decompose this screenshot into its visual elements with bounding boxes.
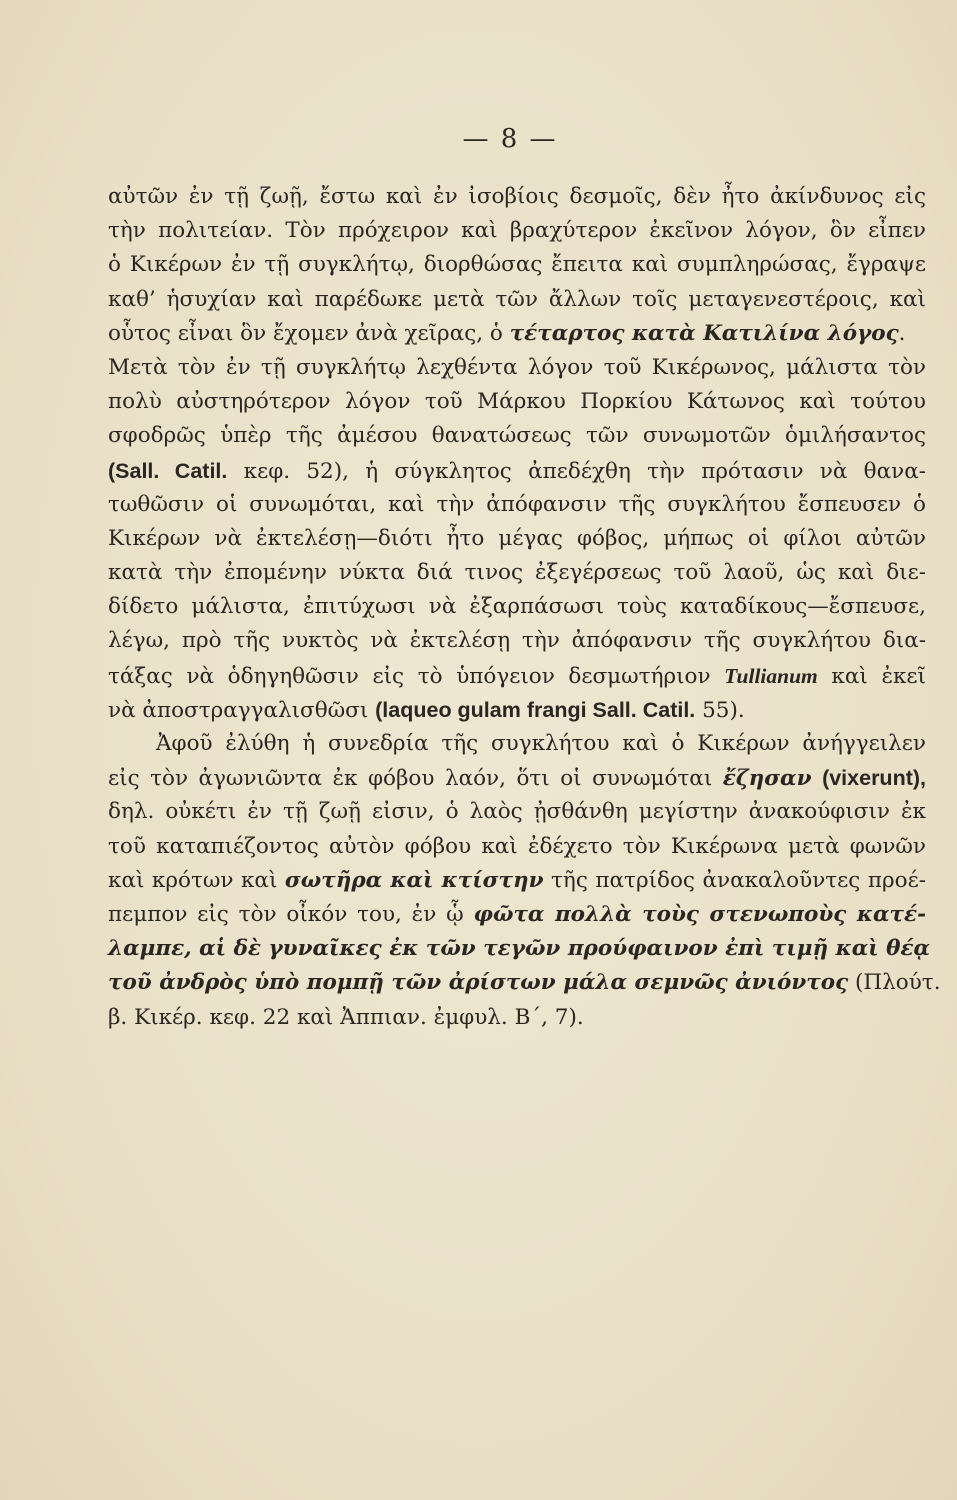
text-run: τὴν πολιτείαν. Τὸν πρόχειρον καὶ βραχύτερον ἐκεῖνον λόγον, ὃν εἶπεν (108, 218, 926, 244)
text-line (108, 180, 926, 214)
text-run: Ἀφοῦ ἐλύθη ἡ συνεδρία τῆς συγκλήτου καὶ ὁ Κικέρων ἀνήγγειλεν (156, 731, 926, 756)
text-line (108, 795, 926, 829)
text-run: σφοδρῶς ὑπὲρ τῆς ἀμέσου θανατώσεως τῶν συνωμοτῶν ὁμιλήσαντος (108, 423, 926, 449)
text-line (108, 419, 926, 453)
text-line (108, 966, 941, 1000)
text-run: εἰς τὸν ἀγωνιῶντα ἐκ φόβου λαόν, ὅτι οἱ συνωμόται (108, 766, 723, 792)
text-run: β. Κικέρ. κεφ. 22 καὶ Ἀππιαν. ἐμφυλ. Β΄, 7). (108, 1004, 584, 1030)
text-line (108, 248, 926, 282)
text-line (108, 556, 926, 590)
text-line (108, 317, 926, 351)
emphasized-text: (laqueo gulam frangi Sall. Catil. (375, 697, 696, 722)
text-line (108, 283, 926, 317)
page-number: — 8 — (462, 124, 558, 154)
text-line (108, 830, 926, 864)
text-line (108, 351, 926, 385)
text-run: καθ’ ἡσυχίαν καὶ παρέδωκε μετὰ τῶν ἄλλων τοῖς μεταγενεστέροις, καὶ (108, 286, 926, 312)
emphasized-text: τοῦ ἀνδρὸς ὑπὸ πομπῇ τῶν ἀρίστων μάλα σεμνῶς ἀνιόντος (108, 970, 849, 996)
emphasized-text: (Sall. Catil. (108, 458, 228, 483)
text-run: τωθῶσιν οἱ συνωμόται, καὶ τὴν ἀπόφανσιν τῆς συγκλήτου ἔσπευσεν ὁ (108, 491, 926, 517)
text-run: πεμπον εἰς τὸν οἶκόν του, ἐν ᾧ (108, 901, 474, 927)
text-line (108, 932, 931, 966)
emphasized-text: σωτῆρα καὶ κτίστην (284, 867, 544, 893)
text-run: τοῦ καταπιέζοντος αὐτὸν φόβου καὶ ἐδέχετο τὸν Κικέρωνα μετὰ φωνῶν (108, 833, 926, 859)
text-line (108, 385, 926, 419)
text-run: καὶ κρότων καὶ (108, 867, 285, 893)
text-line (108, 659, 926, 693)
text-run: Μετὰ τὸν ἐν τῇ συγκλήτῳ λεχθέντα λόγον τοῦ Κικέρωνος, μάλιστα τὸν (108, 354, 926, 380)
text-line (108, 454, 926, 488)
text-run: τῆς πατρίδος ἀνακαλοῦντες προέ- (543, 867, 926, 893)
text-line (108, 864, 926, 898)
emphasized-text: τέταρτος κατὰ Κατιλίνα λόγος (509, 320, 899, 346)
text-line (108, 590, 926, 624)
emphasized-text: Tullianum (724, 663, 818, 688)
text-run: καὶ ἐκεῖ (817, 663, 926, 689)
text-run: λέγω, πρὸ τῆς νυκτὸς νὰ ἐκτελέσῃ τὴν ἀπόφανσιν τῆς συγκλήτου δια- (108, 628, 926, 654)
text-line (108, 488, 926, 522)
text-line (108, 693, 926, 727)
emphasized-text: λαμπε, αἱ δὲ γυναῖκες ἐκ τῶν τεγῶν προύφαινον ἐπὶ τιμῇ καὶ θέᾳ (108, 936, 931, 962)
text-line (108, 898, 926, 932)
text-line (108, 214, 926, 248)
emphasized-text: (vixerunt), (822, 766, 926, 791)
body-text (108, 180, 941, 1035)
text-run: πολὺ αὐστηρότερον λόγον τοῦ Μάρκου Πορκίου Κάτωνος καὶ τούτου (108, 389, 926, 415)
text-line (108, 727, 926, 761)
text-run: δηλ. οὐκέτι ἐν τῇ ζωῇ εἰσιν, ὁ λαὸς ᾐσθάνθη μεγίστην ἀνακούφισιν ἐκ (108, 799, 926, 825)
text-run: . (898, 320, 906, 346)
text-run: αὐτῶν ἐν τῇ ζωῇ, ἔστω καὶ ἐν ἰσοβίοις δεσμοῖς, δὲν ἦτο ἀκίνδυνος εἰς (108, 184, 926, 209)
text-run: δίδετο μάλιστα, ἐπιτύχωσι νὰ ἐξαρπάσωσι τοὺς καταδίκους—ἔσπευσε, (108, 594, 926, 620)
text-run: κεφ. 52), ἡ σύγκλητος ἀπεδέχθη τὴν πρότασιν νὰ θανα- (227, 458, 926, 484)
text-line (108, 522, 926, 556)
text-run: ὁ Κικέρων ἐν τῇ συγκλήτῳ, διορθώσας ἔπειτα καὶ συμπληρώσας, ἔγραψε (108, 252, 926, 278)
emphasized-text: φῶτα πολλὰ τοὺς στενωποὺς κατέ- (473, 901, 926, 927)
text-run: (Πλούτ. (848, 970, 941, 996)
text-run: Κικέρων νὰ ἐκτελέσῃ—διότι ἦτο μέγας φόβος, μήπως οἱ φίλοι αὐτῶν (108, 525, 926, 551)
text-line (108, 1001, 926, 1035)
text-run (812, 766, 823, 791)
text-run: τάξας νὰ ὁδηγηθῶσιν εἰς τὸ ὑπόγειον δεσμωτήριον (108, 663, 725, 689)
text-line (108, 761, 926, 795)
text-run: κατὰ τὴν ἐπομένην νύκτα διά τινος ἐξεγέρσεως τοῦ λαοῦ, ὡς καὶ διε- (108, 560, 926, 586)
text-run: νὰ ἀποστραγγαλισθῶσι (108, 697, 376, 723)
text-run: 55). (695, 697, 745, 723)
emphasized-text: ἔζησαν (722, 766, 812, 792)
text-run: οὗτος εἶναι ὃν ἔχομεν ἀνὰ χεῖρας, ὁ (108, 320, 510, 346)
text-line (108, 624, 926, 658)
